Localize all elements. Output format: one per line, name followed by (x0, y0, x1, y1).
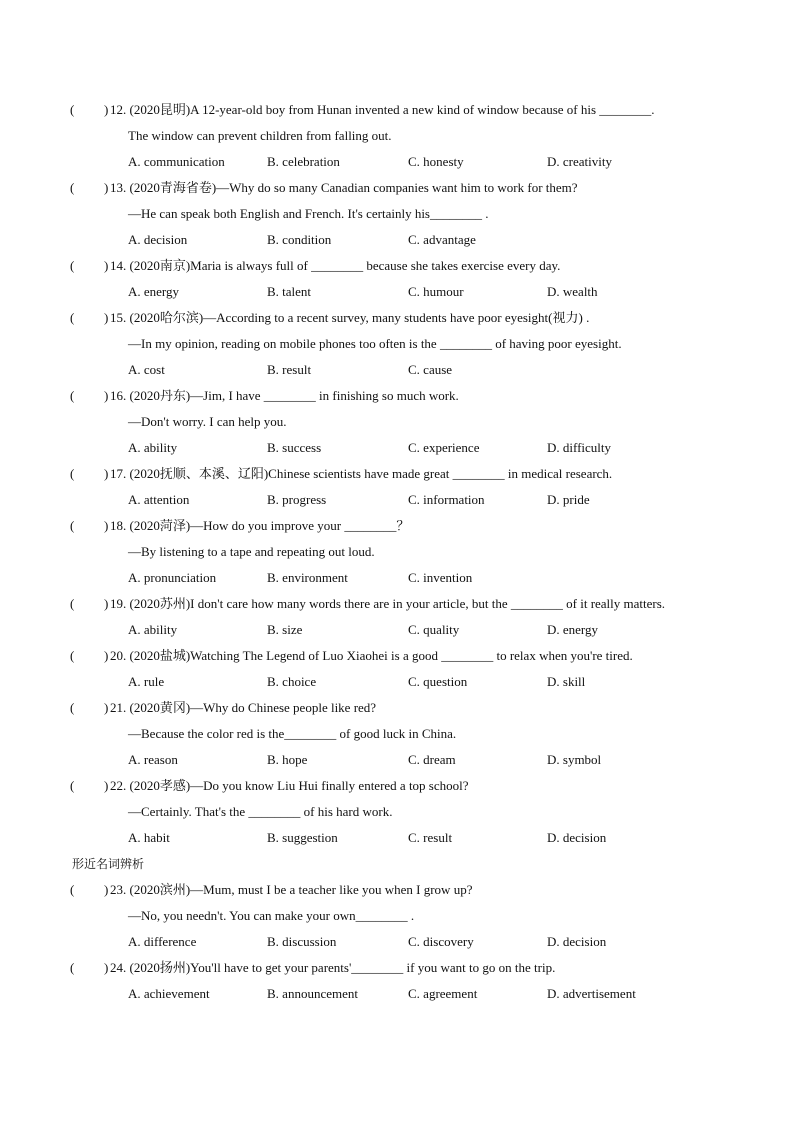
option-b[interactable]: B. suggestion (267, 830, 338, 845)
question-stem: 15. (2020哈尔滨)—According to a recent survey, many students have poor eyesight(视力) . (110, 310, 590, 325)
option-c[interactable]: C. result (408, 830, 453, 845)
options-row (0, 981, 794, 1007)
options-row (0, 669, 794, 695)
question-continuation (0, 539, 794, 565)
option-d[interactable]: D. creativity (547, 154, 612, 169)
option-d[interactable]: D. advertisement (547, 986, 636, 1001)
option-c[interactable]: C. agreement (408, 986, 478, 1001)
answer-paren-close: ) (104, 882, 109, 897)
question-stem: 20. (2020盐城)Watching The Legend of Luo Xiaohei is a good ________ to relax when you're tired. (110, 648, 633, 663)
option-b[interactable]: B. condition (267, 232, 332, 247)
option-d[interactable]: D. difficulty (547, 440, 612, 455)
answer-paren-close: ) (104, 310, 109, 325)
option-c[interactable]: C. humour (408, 284, 464, 299)
answer-paren-open[interactable]: ( (70, 596, 75, 611)
continuation-text: —In my opinion, reading on mobile phones too often is the ________ of having poor eyesight. (128, 336, 622, 351)
options-row (0, 487, 794, 513)
option-b[interactable]: B. choice (267, 674, 317, 689)
option-a[interactable]: A. attention (128, 492, 190, 507)
option-c[interactable]: C. cause (408, 362, 453, 377)
answer-paren-close: ) (104, 778, 109, 793)
option-b[interactable]: B. announcement (267, 986, 358, 1001)
answer-paren-close: ) (104, 258, 109, 273)
option-d[interactable]: D. wealth (547, 284, 598, 299)
option-a[interactable]: A. pronunciation (128, 570, 217, 585)
answer-paren-open[interactable]: ( (70, 882, 75, 897)
answer-paren-close: ) (104, 518, 109, 533)
option-d[interactable]: D. decision (547, 934, 607, 949)
section-title: 形近名词辨析 (72, 857, 145, 871)
answer-paren-close: ) (104, 388, 109, 403)
option-a[interactable]: A. decision (128, 232, 188, 247)
option-c[interactable]: C. experience (408, 440, 480, 455)
question-stem: 16. (2020丹东)—Jim, I have ________ in finishing so much work. (110, 388, 459, 403)
continuation-text: —No, you needn't. You can make your own________ . (128, 908, 415, 923)
question-row (0, 513, 794, 539)
question-stem: 22. (2020孝感)—Do you know Liu Hui finally entered a top school? (110, 778, 469, 793)
question-continuation (0, 799, 794, 825)
question-stem: 23. (2020滨州)—Mum, must I be a teacher like you when I grow up? (110, 882, 473, 897)
answer-paren-open[interactable]: ( (70, 258, 75, 273)
option-a[interactable]: A. ability (128, 440, 178, 455)
option-a[interactable]: A. difference (128, 934, 197, 949)
option-c[interactable]: C. information (408, 492, 485, 507)
answer-paren-open[interactable]: ( (70, 648, 75, 663)
option-b[interactable]: B. result (267, 362, 312, 377)
continuation-text: —Because the color red is the________ of good luck in China. (128, 726, 457, 741)
option-b[interactable]: B. environment (267, 570, 348, 585)
question-row (0, 591, 794, 617)
question-row (0, 175, 794, 201)
answer-paren-open[interactable]: ( (70, 102, 75, 117)
answer-paren-close: ) (104, 596, 109, 611)
question-row (0, 253, 794, 279)
question-continuation (0, 201, 794, 227)
option-d[interactable]: D. energy (547, 622, 599, 637)
question-stem: 18. (2020菏泽)—How do you improve your ________？ (110, 518, 410, 533)
answer-paren-open[interactable]: ( (70, 466, 75, 481)
question-row (0, 383, 794, 409)
answer-paren-open[interactable]: ( (70, 778, 75, 793)
option-a[interactable]: A. cost (128, 362, 165, 377)
option-a[interactable]: A. communication (128, 154, 225, 169)
question-stem: 19. (2020苏州)I don't care how many words there are in your article, but the ________ of it really matters. (110, 596, 666, 611)
options-row (0, 149, 794, 175)
question-row (0, 97, 794, 123)
option-a[interactable]: A. ability (128, 622, 178, 637)
question-row (0, 643, 794, 669)
answer-paren-open[interactable]: ( (70, 518, 75, 533)
continuation-text: —He can speak both English and French. It's certainly his________ . (128, 206, 489, 221)
option-b[interactable]: B. talent (267, 284, 312, 299)
question-continuation (0, 721, 794, 747)
answer-paren-open[interactable]: ( (70, 700, 75, 715)
option-c[interactable]: C. quality (408, 622, 460, 637)
question-stem: 13. (2020青海省卷)—Why do so many Canadian companies want him to work for them? (110, 180, 578, 195)
question-row (0, 773, 794, 799)
question-row (0, 305, 794, 331)
question-continuation (0, 409, 794, 435)
continuation-text: —Don't worry. I can help you. (128, 414, 287, 429)
options-row (0, 747, 794, 773)
answer-paren-open[interactable]: ( (70, 310, 75, 325)
question-continuation (0, 903, 794, 929)
option-b[interactable]: B. success (267, 440, 322, 455)
answer-paren-open[interactable]: ( (70, 180, 75, 195)
question-stem: 12. (2020昆明)A 12-year-old boy from Hunan invented a new kind of window because of his ________. (110, 102, 655, 117)
answer-paren-close: ) (104, 102, 109, 117)
answer-paren-open[interactable]: ( (70, 960, 75, 975)
option-a[interactable]: A. reason (128, 752, 178, 767)
options-row (0, 617, 794, 643)
option-b[interactable]: B. celebration (267, 154, 340, 169)
option-c[interactable]: C. question (408, 674, 468, 689)
options-row (0, 929, 794, 955)
options-row (0, 565, 794, 591)
option-c[interactable]: C. dream (408, 752, 456, 767)
continuation-text: —By listening to a tape and repeating out loud. (128, 544, 375, 559)
answer-paren-close: ) (104, 960, 109, 975)
question-row (0, 955, 794, 981)
option-a[interactable]: A. rule (128, 674, 165, 689)
option-d[interactable]: D. skill (547, 674, 586, 689)
options-row (0, 227, 794, 253)
answer-paren-close: ) (104, 466, 109, 481)
option-d[interactable]: D. decision (547, 830, 607, 845)
option-d[interactable]: D. pride (547, 492, 590, 507)
option-d[interactable]: D. symbol (547, 752, 602, 767)
option-b[interactable]: B. size (267, 622, 303, 637)
option-a[interactable]: A. energy (128, 284, 180, 299)
option-c[interactable]: C. discovery (408, 934, 474, 949)
question-row (0, 877, 794, 903)
question-continuation (0, 123, 794, 149)
options-row (0, 825, 794, 851)
question-stem: 14. (2020南京)Maria is always full of ________ because she takes exercise every day. (110, 258, 561, 273)
question-stem: 21. (2020黄冈)—Why do Chinese people like red? (110, 700, 377, 715)
option-a[interactable]: A. habit (128, 830, 170, 845)
question-stem: 17. (2020抚顺、本溪、辽阳)Chinese scientists have made great ________ in medical research. (110, 466, 613, 481)
answer-paren-close: ) (104, 180, 109, 195)
answer-paren-open[interactable]: ( (70, 388, 75, 403)
option-b[interactable]: B. discussion (267, 934, 337, 949)
option-b[interactable]: B. progress (267, 492, 327, 507)
option-c[interactable]: C. honesty (408, 154, 464, 169)
answer-paren-close: ) (104, 700, 109, 715)
option-c[interactable]: C. advantage (408, 232, 476, 247)
options-row (0, 279, 794, 305)
question-row (0, 695, 794, 721)
options-row (0, 435, 794, 461)
option-c[interactable]: C. invention (408, 570, 473, 585)
question-row (0, 461, 794, 487)
continuation-text: The window can prevent children from falling out. (128, 128, 392, 143)
option-b[interactable]: B. hope (267, 752, 308, 767)
option-a[interactable]: A. achievement (128, 986, 210, 1001)
options-row (0, 357, 794, 383)
answer-paren-close: ) (104, 648, 109, 663)
question-stem: 24. (2020扬州)You'll have to get your parents'________ if you want to go on the trip. (110, 960, 556, 975)
continuation-text: —Certainly. That's the ________ of his hard work. (128, 804, 393, 819)
question-continuation (0, 331, 794, 357)
